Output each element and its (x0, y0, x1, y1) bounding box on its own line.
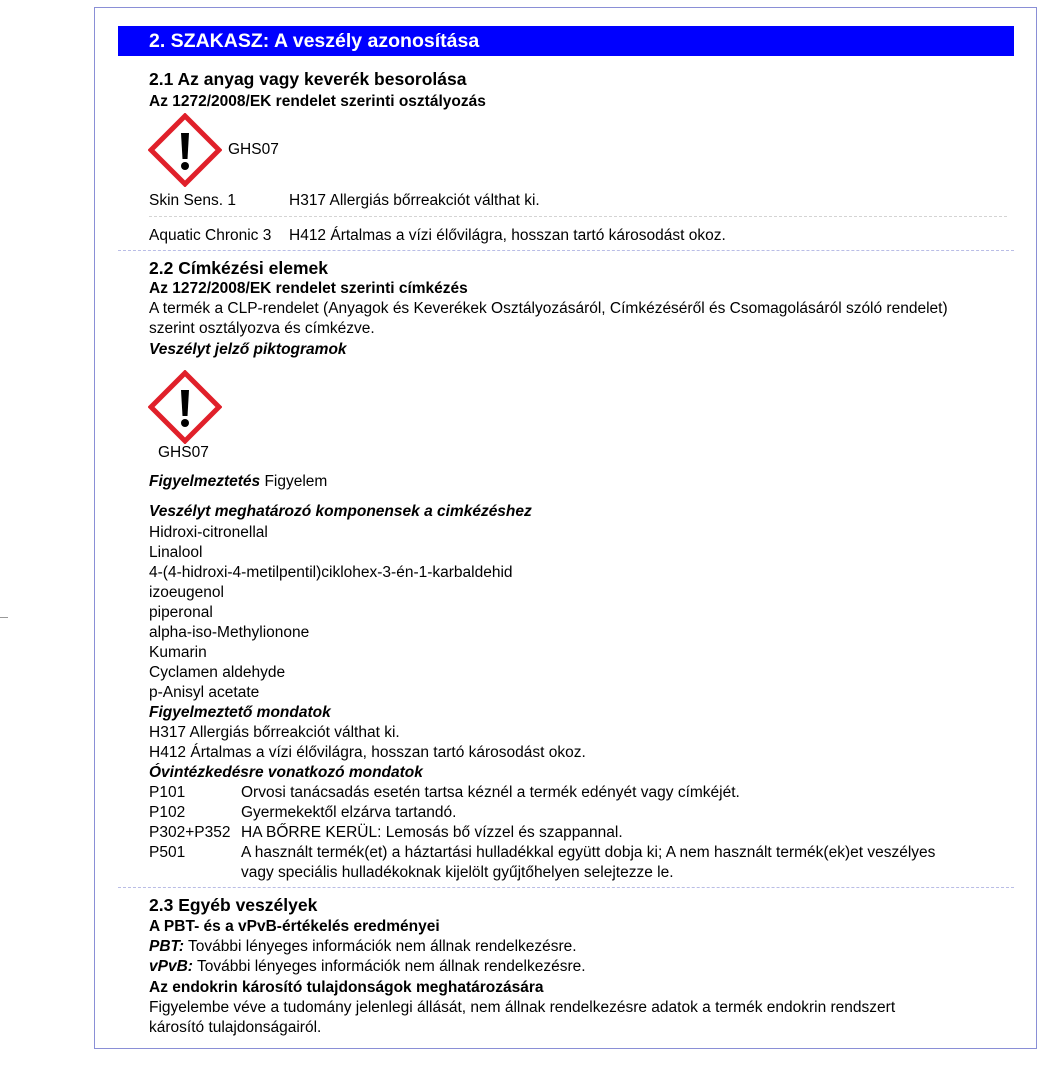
vpvb-row (149, 958, 586, 976)
precautionary-text: vagy speciális hulladékoknak kijelölt gyűjtőhelyen selejtezze le. (241, 864, 674, 881)
pictogram-label: GHS07 (158, 444, 209, 461)
section-2-1-title: 2.1 Az anyag vagy keverék besorolása (149, 69, 467, 89)
hazard-class: Skin Sens. 1 (149, 192, 237, 209)
signal-word-label: Figyelmeztetés (149, 473, 261, 490)
precautionary-code: P102 (149, 804, 186, 821)
signal-word: Figyelem (264, 473, 328, 490)
hazard-statement: H412 Ártalmas a vízi élővilágra, hosszan tartó károsodást okoz. (289, 227, 726, 244)
pbt-row (149, 938, 577, 956)
hazard-statements-heading: Figyelmeztető mondatok (149, 704, 331, 721)
list-item: alpha-iso-Methylionone (149, 624, 310, 641)
list-item: Kumarin (149, 644, 207, 661)
endocrine-text-line: károsító tulajdonságairól. (149, 1019, 322, 1036)
section-2-3-title: 2.3 Egyéb veszélyek (149, 895, 318, 915)
list-item: piperonal (149, 604, 213, 621)
section-2-2-title: 2.2 Címkézési elemek (149, 258, 329, 278)
endocrine-text-line: Figyelembe véve a tudomány jelenlegi állását, nem állnak rendelkezésre adatok a termék endokrin rendszert (149, 999, 896, 1016)
precautionary-heading: Óvintézkedésre vonatkozó mondatok (149, 764, 423, 781)
clp-text-line: szerint osztályozva és címkézve. (149, 320, 375, 337)
section-divider (118, 887, 1014, 888)
list-item: Cyclamen aldehyde (149, 664, 286, 681)
precautionary-text: Gyermekektől elzárva tartandó. (241, 804, 457, 821)
margin-tick (0, 617, 8, 618)
precautionary-text: A használt termék(et) a háztartási hulladékkal együtt dobja ki; A nem használt termék(ek)et veszélyes (241, 844, 936, 861)
section-header: 2. SZAKASZ: A veszély azonosítása (118, 26, 1014, 56)
ghs07-exclamation-icon (148, 370, 222, 444)
hazard-statement: H317 Allergiás bőrreakciót válthat ki. (289, 192, 540, 209)
pbt-text: További lényeges információk nem állnak rendelkezésre. (188, 938, 577, 955)
section-divider (118, 250, 1014, 251)
signal-word-row (149, 473, 327, 491)
list-item: Linalool (149, 544, 203, 561)
classification-regulation: Az 1272/2008/EK rendelet szerinti osztályozás (149, 93, 486, 110)
precautionary-code: P302+P352 (149, 824, 231, 841)
precautionary-text: Orvosi tanácsadás esetén tartsa kéznél a termék edényét vagy címkéjét. (241, 784, 740, 801)
row-divider (149, 216, 1007, 217)
hazard-statement: H412 Ártalmas a vízi élővilágra, hosszan tartó károsodást okoz. (149, 744, 586, 761)
precautionary-code: P501 (149, 844, 186, 861)
components-heading: Veszélyt meghatározó komponensek a cimkézéshez (149, 503, 532, 520)
precautionary-row (149, 803, 935, 823)
precautionary-row (149, 843, 935, 863)
vpvb-text: További lényeges információk nem állnak rendelkezésre. (196, 958, 586, 975)
list-item: izoeugenol (149, 584, 224, 601)
precautionary-code: P101 (149, 784, 186, 801)
labelling-regulation: Az 1272/2008/EK rendelet szerinti címkézés (149, 280, 468, 297)
list-item: 4-(4-hidroxi-4-metilpentil)ciklohex-3-én-1-karbaldehid (149, 564, 513, 581)
classification-row (149, 192, 540, 210)
classification-row (149, 227, 726, 245)
pbt-label: PBT: (149, 938, 185, 955)
precautionary-row (149, 823, 935, 843)
hazard-class: Aquatic Chronic 3 (149, 227, 272, 244)
pictogram-label: GHS07 (228, 141, 279, 158)
components-list (149, 523, 935, 883)
precautionary-text: HA BŐRRE KERÜL: Lemosás bő vízzel és szappannal. (241, 824, 623, 841)
list-item: Hidroxi-citronellal (149, 524, 268, 541)
pbt-heading: A PBT- és a vPvB-értékelés eredményei (149, 918, 440, 935)
clp-text-line: A termék a CLP-rendelet (Anyagok és Keverékek Osztályozásáról, Címkézéséről és Csomagolásáról szóló rendelet) (149, 300, 948, 317)
precautionary-row (149, 783, 935, 803)
hazard-statement: H317 Allergiás bőrreakciót válthat ki. (149, 724, 400, 741)
list-item: p-Anisyl acetate (149, 684, 260, 701)
vpvb-label: vPvB: (149, 958, 193, 975)
endocrine-heading: Az endokrin károsító tulajdonságok meghatározására (149, 979, 544, 996)
precautionary-row (149, 863, 935, 883)
ghs07-exclamation-icon (148, 113, 222, 187)
pictograms-heading: Veszélyt jelző piktogramok (149, 341, 347, 358)
